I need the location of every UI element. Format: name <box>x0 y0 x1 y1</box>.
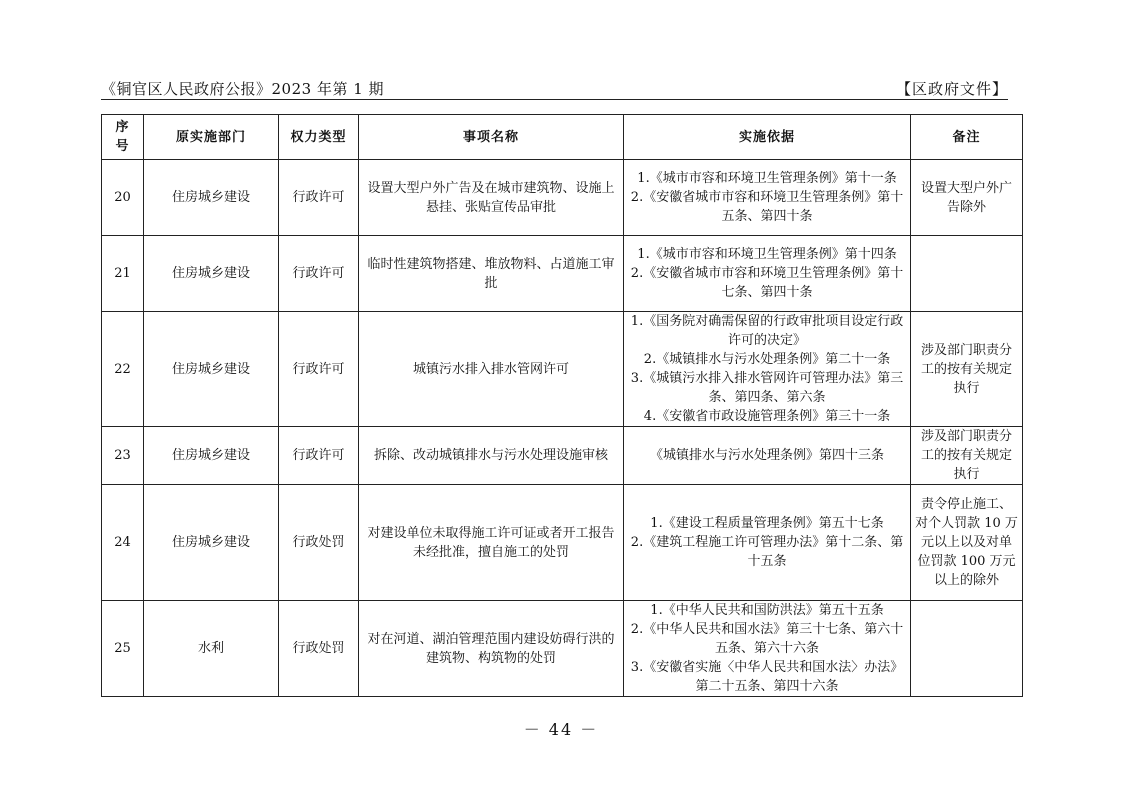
col-header-no: 序号 <box>102 115 144 160</box>
col-header-note: 备注 <box>911 115 1023 160</box>
row-dept: 住房城乡建设 <box>144 427 279 485</box>
col-header-basis: 实施依据 <box>624 115 911 160</box>
table-row <box>102 160 1023 236</box>
col-header-dept: 原实施部门 <box>144 115 279 160</box>
row-item: 拆除、改动城镇排水与污水处理设施审核 <box>359 427 624 485</box>
header-divider <box>101 99 1008 100</box>
row-item: 临时性建筑物搭建、堆放物料、占道施工审批 <box>359 236 624 312</box>
row-dept: 住房城乡建设 <box>144 485 279 601</box>
row-type: 行政许可 <box>279 236 359 312</box>
row-number: 25 <box>102 601 144 697</box>
row-type: 行政许可 <box>279 427 359 485</box>
row-note: 涉及部门职责分工的按有关规定执行 <box>911 312 1023 427</box>
row-basis <box>624 160 911 236</box>
row-note <box>911 601 1023 697</box>
basis-line: 2.《城镇排水与污水处理条例》第二十一条 <box>643 352 891 367</box>
basis-line: 《城镇排水与污水处理条例》第四十三条 <box>649 448 884 463</box>
row-item: 对在河道、湖泊管理范围内建设妨碍行洪的建筑物、构筑物的处罚 <box>359 601 624 697</box>
basis-line: 1.《城市市容和环境卫生管理条例》第十一条 <box>637 171 897 186</box>
basis-line: 2.《安徽省城市市容和环境卫生管理条例》第十七条、第四十条 <box>630 266 904 300</box>
table-row <box>102 427 1023 485</box>
row-number: 23 <box>102 427 144 485</box>
row-dept: 住房城乡建设 <box>144 312 279 427</box>
table-row <box>102 312 1023 427</box>
row-number: 22 <box>102 312 144 427</box>
row-basis <box>624 312 911 427</box>
row-type: 行政许可 <box>279 160 359 236</box>
section-label: 【区政府文件】 <box>895 80 1008 98</box>
basis-line: 4.《安徽省市政设施管理条例》第三十一条 <box>643 409 891 424</box>
row-number: 20 <box>102 160 144 236</box>
row-item: 对建设单位未取得施工许可证或者开工报告未经批准，擅自施工的处罚 <box>359 485 624 601</box>
row-note: 涉及部门职责分工的按有关规定执行 <box>911 427 1023 485</box>
basis-line: 3.《城镇污水排入排水管网许可管理办法》第三条、第四条、第六条 <box>630 371 904 405</box>
row-item: 设置大型户外广告及在城市建筑物、设施上悬挂、张贴宣传品审批 <box>359 160 624 236</box>
basis-line: 2.《中华人民共和国水法》第三十七条、第六十五条、第六十六条 <box>630 622 904 656</box>
page-header <box>101 78 1008 98</box>
row-dept: 水利 <box>144 601 279 697</box>
row-basis <box>624 601 911 697</box>
row-number: 24 <box>102 485 144 601</box>
row-note: 责令停止施工、对个人罚款 10 万元以上以及对单位罚款 100 万元以上的除外 <box>911 485 1023 601</box>
row-item: 城镇污水排入排水管网许可 <box>359 312 624 427</box>
basis-line: 2.《建筑工程施工许可管理办法》第十二条、第十五条 <box>630 535 904 569</box>
row-basis <box>624 236 911 312</box>
row-type: 行政许可 <box>279 312 359 427</box>
row-type: 行政处罚 <box>279 601 359 697</box>
table-header-row <box>102 115 1023 160</box>
row-basis <box>624 427 911 485</box>
publication-title: 《铜官区人民政府公报》2023 年第 1 期 <box>101 80 385 98</box>
col-header-type: 权力类型 <box>279 115 359 160</box>
row-dept: 住房城乡建设 <box>144 236 279 312</box>
row-basis <box>624 485 911 601</box>
table-row <box>102 236 1023 312</box>
row-dept: 住房城乡建设 <box>144 160 279 236</box>
basis-line: 1.《建设工程质量管理条例》第五十七条 <box>650 516 884 531</box>
row-type: 行政处罚 <box>279 485 359 601</box>
page-number: － 44 － <box>523 720 599 739</box>
items-table <box>101 114 1023 697</box>
basis-line: 2.《安徽省城市市容和环境卫生管理条例》第十五条、第四十条 <box>630 190 904 224</box>
row-number: 21 <box>102 236 144 312</box>
col-header-item: 事项名称 <box>359 115 624 160</box>
table-row <box>102 485 1023 601</box>
basis-line: 1.《城市市容和环境卫生管理条例》第十四条 <box>637 247 897 262</box>
basis-line: 3.《安徽省实施〈中华人民共和国水法〉办法》第二十五条、第四十六条 <box>630 660 904 694</box>
table-row <box>102 601 1023 697</box>
row-note <box>911 236 1023 312</box>
row-note: 设置大型户外广告除外 <box>911 160 1023 236</box>
basis-line: 1.《中华人民共和国防洪法》第五十五条 <box>650 603 884 618</box>
basis-line: 1.《国务院对确需保留的行政审批项目设定行政许可的决定》 <box>630 314 904 348</box>
